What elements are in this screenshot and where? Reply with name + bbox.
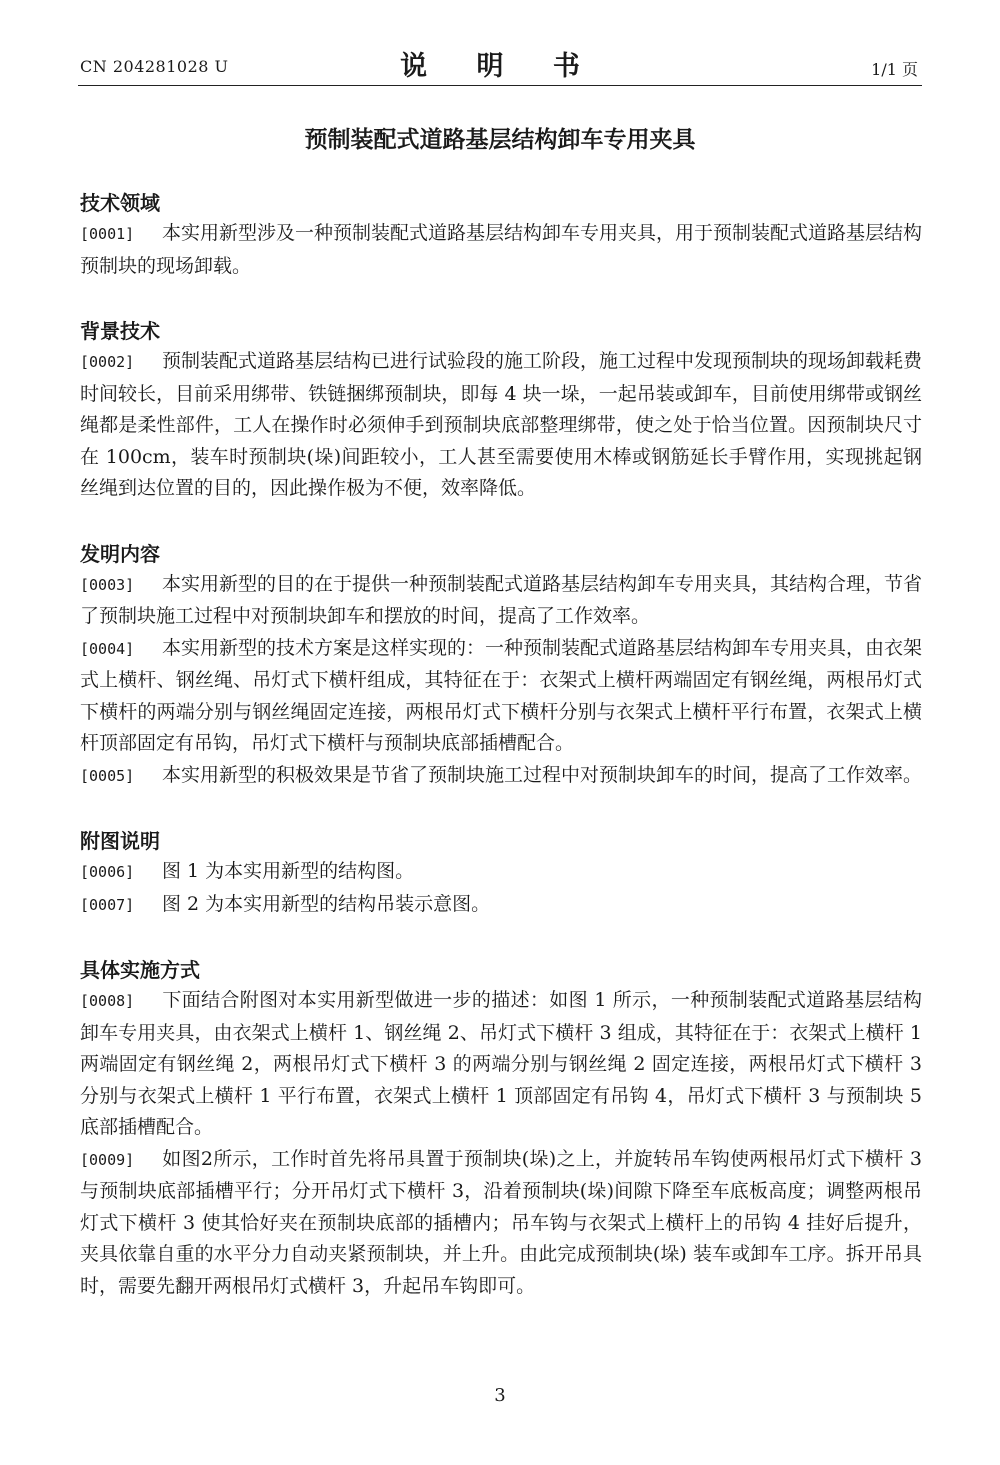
- paragraph-text: 图 1 为本实用新型的结构图。: [162, 860, 415, 882]
- paragraph-0005: [80, 760, 922, 793]
- section-gap: [80, 921, 922, 955]
- section-heading-drawings: 附图说明: [80, 829, 160, 853]
- paragraph-number: [0001]: [80, 225, 135, 243]
- section-heading-embodiment: 具体实施方式: [80, 958, 200, 982]
- document-body: [80, 188, 922, 1302]
- paragraph-0002: [80, 346, 922, 505]
- paragraph-text: 本实用新型的积极效果是节省了预制块施工过程中对预制块卸车的时间，提高了工作效率。: [162, 763, 923, 786]
- section-gap: [80, 792, 922, 826]
- paragraph-number: [0005]: [80, 766, 135, 785]
- section-heading-tech-field: 技术领域: [80, 191, 160, 215]
- document-title: 预制装配式道路基层结构卸车专用夹具: [304, 126, 696, 153]
- paragraph-0009: [80, 1144, 922, 1303]
- paragraph-text: 如图2所示，工作时首先将吊具置于预制块(垛)之上，并旋转吊车钩使两根吊灯式下横杆 3 与预制块底部插槽平行；分开吊灯式下横杆 3，沿着预制块(垛)间隙下降至车底板高度；调整两根吊灯式下横杆 3 使其恰好夹在预制块底部的插槽内；吊车钩与衣架式上横杆上的吊钩 4 挂好后提升，夹具依靠自重的水平分力自动夹紧预制块，并上升。由此完成预制块(垛) 装车或卸车工序。拆开吊具时，需要先翻开两根吊灯式横杆 3，升起吊车钩即可。: [80, 1147, 922, 1297]
- paragraph-number: [0003]: [80, 575, 135, 594]
- paragraph-0003: [80, 569, 922, 633]
- paragraph-number: [0004]: [80, 639, 135, 658]
- section-heading-invention: 发明内容: [80, 541, 160, 566]
- paragraph-0007: [80, 889, 922, 922]
- paragraph-text: 预制装配式道路基层结构已进行试验段的施工阶段，施工过程中发现预制块的现场卸载耗费时间较长，目前采用绑带、铁链捆绑预制块，即每 4 块一垛，一起吊装或卸车，目前使用绑带或钢丝绳都是柔性部件，工人在操作时必须伸手到预制块底部整理绑带，使之处于恰当位置。因预制块尺寸在 100cm，装车时预制块(垛)间距较小，工人甚至需要使用木棒或钢筋延长手臂作用，实现挑起钢丝绳到达位置的目的，因此操作极为不便，效率降低。: [80, 350, 923, 499]
- paragraph-0008: [80, 985, 922, 1144]
- paragraph-0004: [80, 633, 922, 760]
- paragraph-0006: [80, 856, 922, 889]
- section-gap: [80, 282, 922, 316]
- paragraph-text: 下面结合附图对本实用新型做进一步的描述：如图 1 所示，一种预制装配式道路基层结构卸车专用夹具，由衣架式上横杆 1、钢丝绳 2、吊灯式下横杆 3 组成，其特征在于：衣架式上横杆 1 两端固定有钢丝绳 2，两根吊灯式下横杆 3 的两端分别与钢丝绳 2 固定连接，两根吊灯式下横杆 3 分别与衣架式上横杆 1 平行布置，衣架式上横杆 1 顶部固定有吊钩 4，吊灯式下横杆 3 与预制块 5 底部插槽配合。: [80, 989, 922, 1138]
- paragraph-text: 本实用新型的目的在于提供一种预制装配式道路基层结构卸车专用夹具，其结构合理，节省了预制块施工过程中对预制块卸车和摆放的时间，提高了工作效率。: [80, 572, 923, 627]
- paragraph-text: 图 2 为本实用新型的结构吊装示意图。: [162, 892, 491, 915]
- paragraph-number: [0007]: [80, 895, 135, 914]
- paragraph-number: [0002]: [80, 353, 135, 371]
- paragraph-text: 本实用新型涉及一种预制装配式道路基层结构卸车专用夹具，用于预制装配式道路基层结构预制块的现场卸载。: [80, 222, 923, 277]
- paragraph-number: [0009]: [80, 1150, 135, 1169]
- paragraph-number: [0006]: [80, 863, 135, 881]
- section-gap: [80, 505, 922, 539]
- paragraph-0001: [80, 218, 922, 282]
- section-heading-background: 背景技术: [80, 319, 160, 343]
- document-type: 说 明 书: [400, 51, 600, 82]
- page-number: 3: [494, 1385, 506, 1406]
- page-indicator: 1/1 页: [871, 60, 918, 79]
- header-divider: [78, 85, 922, 86]
- paragraph-text: 本实用新型的技术方案是这样实现的：一种预制装配式道路基层结构卸车专用夹具，由衣架式上横杆、钢丝绳、吊灯式下横杆组成，其特征在于：衣架式上横杆两端固定有钢丝绳，两根吊灯式下横杆的两端分别与钢丝绳固定连接，两根吊灯式下横杆分别与衣架式上横杆平行布置，衣架式上横杆顶部固定有吊钩，吊灯式下横杆与预制块底部插槽配合。: [80, 636, 923, 754]
- patent-number: CN 204281028 U: [80, 57, 229, 76]
- paragraph-number: [0008]: [80, 992, 135, 1010]
